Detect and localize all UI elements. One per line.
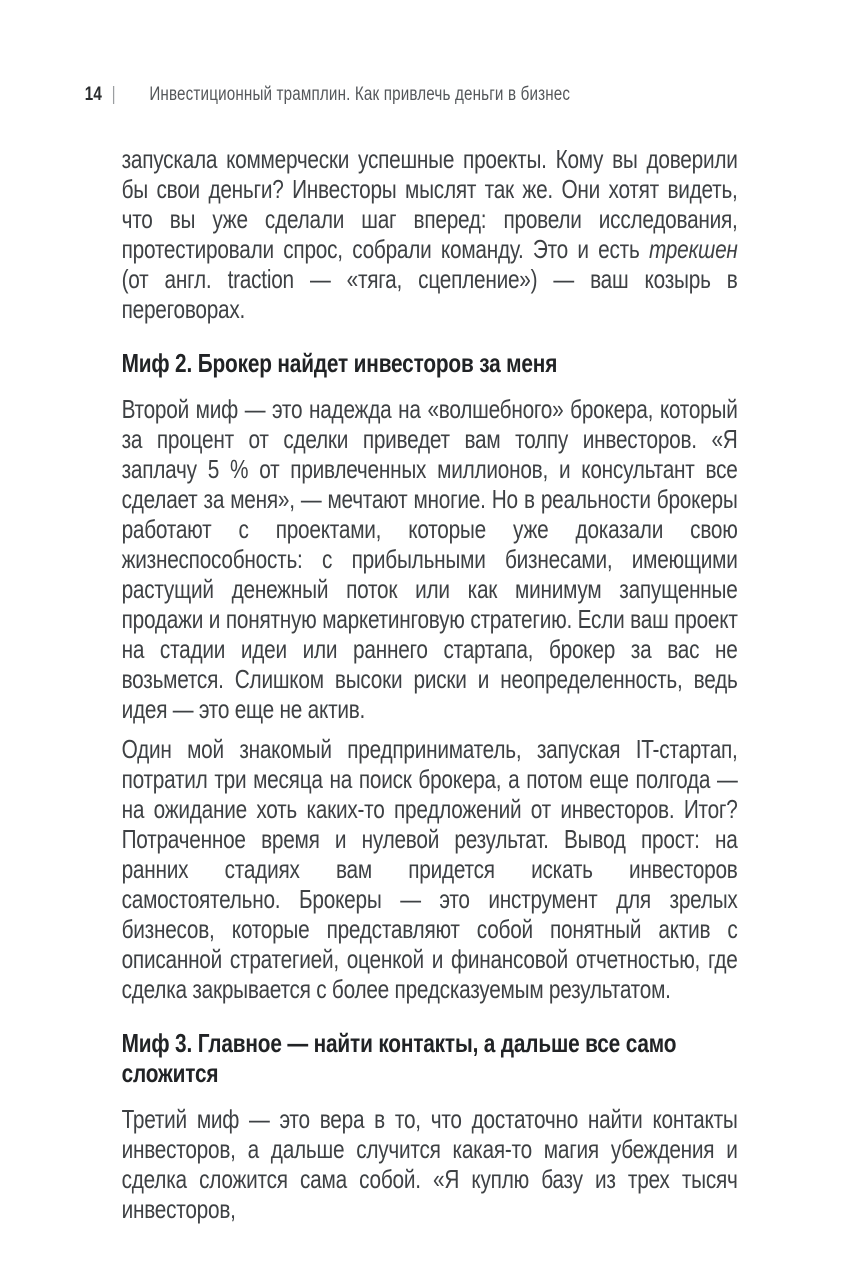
myth-2-heading: Миф 2. Брокер найдет инвесторов за меня: [121, 348, 558, 378]
paragraph-4: Третий миф — это вера в то, что достаточно найти контакты инвесторов, а дальше случится какая-то магия убеждения и сделка сложится сама собой. «Я куплю базу из трех тысяч инвесторов,: [121, 1104, 738, 1224]
page-content-wrap: [0, 84, 849, 1224]
myth-3-heading: Миф 3. Главное — найти контакты, а дальше все само сложится: [121, 1028, 677, 1088]
paragraph-1: [122, 144, 738, 324]
paragraph-1-text-cont: (от англ. traction — «тяга, сцепление») — ваш козырь в переговорах.: [121, 264, 738, 324]
header-divider: |: [111, 84, 116, 105]
paragraph-1-text: запускала коммерчески успешные проекты. Кому вы доверили бы свои деньги? Инвесторы мыслят так же. Они хотят видеть, что вы уже сделали шаг вперед: провели исследования, протестировали спрос, собрали команду. Это и есть: [121, 144, 738, 264]
italic-term-trekshen: трекшен: [648, 234, 738, 264]
paragraph-2: Второй миф — это надежда на «волшебного» брокера, который за процент от сделки приведет вам толпу инвесторов. «Я заплачу 5 % от привлеченных миллионов, и консультант все сделает за меня», — мечтают многие. Но в реальности брокеры работают с проектами, которые уже доказали свою жизнеспособность: с прибыльными бизнесами, имеющими растущий денежный поток или как минимум запущенные продажи и понятную маркетинговую стратегию. Если ваш проект на стадии идеи или раннего стартапа, брокер за вас не возьмется. Слишком высоки риски и неопределенность, ведь идея — это еще не актив.: [121, 394, 738, 724]
paragraph-3: Один мой знакомый предприниматель, запуская IT-стартап, потратил три месяца на поиск брокера, а потом еще полгода — на ожидание хоть каких-то предложений от инвесторов. Итог? Потраченное время и нулевой результат. Вывод прост: на ранних стадиях вам придется искать инвесторов самостоятельно. Брокеры — это инструмент для зрелых бизнесов, которые представляют собой понятный актив с описанной стратегией, оценкой и финансовой отчетностью, где сделка закрывается с более предсказуемым результатом.: [121, 734, 738, 1004]
running-title: Инвестиционный трамплин. Как привлечь деньги в бизнес: [149, 84, 571, 105]
text-column: [122, 144, 738, 1224]
page-header: [85, 84, 849, 106]
book-page: [0, 84, 849, 1224]
page-number: 14: [84, 84, 103, 105]
